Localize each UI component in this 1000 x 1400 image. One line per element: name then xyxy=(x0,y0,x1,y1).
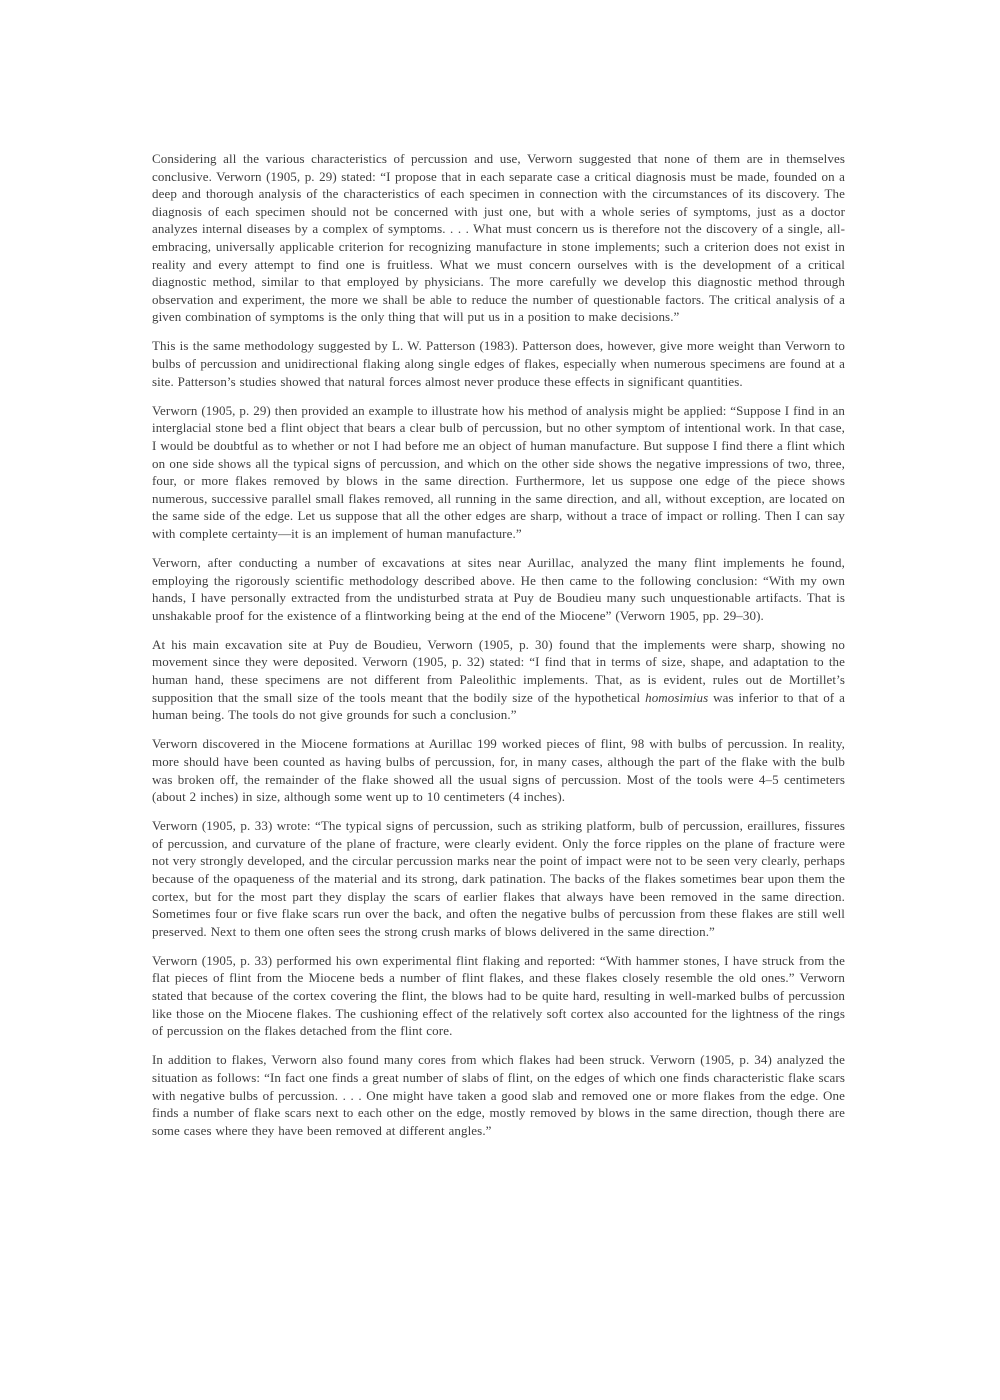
paragraph-2: This is the same methodology suggested by L. W. Patterson (1983). Patterson does, however, give more weight than Verworn to bulbs of percussion and unidirectional flaking along single edges of flakes, especially when numerous specimens are found at a site. Patterson’s studies showed that natural forces almost never produce these effects in significant quantities. xyxy=(152,338,845,389)
paragraph-3: Verworn (1905, p. 29) then provided an example to illustrate how his method of analysis might be applied: “Suppose I find in an interglacial stone bed a flint object that bears a clear bulb of percussion, but no other symptom of intentional work. In that case, I would be doubtful as to whether or not I had before me an object of human manufacture. But suppose I find there a flint which on one side shows all the typical signs of percussion, and which on the other side shows the negative impressions of two, three, four, or more flakes removed by blows in the same direction. Furthermore, let us suppose one edge of the piece shows numerous, successive parallel small flakes removed, all running in the same direction, and all, without exception, are located on the same side of the edge. Let us suppose that all the other edges are sharp, without a trace of impact or rolling. Then I can say with complete certainty—it is an implement of human manufacture.” xyxy=(152,402,845,541)
paragraph-1: Considering all the various characteristics of percussion and use, Verworn suggested that none of them are in themselves conclusive. Verworn (1905, p. 29) stated: “I propose that in each separate case a critical diagnosis must be made, founded on a deep and thorough analysis of the characteristics of each specimen in connection with the circumstances of its discovery. The diagnosis of each specimen should not be concerned with just one, but with a whole series of symptoms, just as a doctor analyzes internal diseases by a complex of symptoms. . . . What must concern us is therefore not the discovery of a single, all-embracing, universally applicable criterion for recognizing manufacture in stone implements; such a criterion does not exist in reality and every attempt to find one is fruitless. What we must concern ourselves with is the development of a critical diagnostic method, similar to that employed by physicians. The more carefully we develop this diagnostic method through observation and experiment, the more we shall be able to reduce the number of questionable factors. The critical analysis of a given combination of symptoms is the only thing that will put us in a position to make decisions.” xyxy=(152,151,845,325)
paragraph-6: Verworn discovered in the Miocene formations at Aurillac 199 worked pieces of flint, 98 with bulbs of percussion. In reality, more should have been counted as having bulbs of percussion, for, in many cases, although the part of the flake with the bulb was broken off, the remainder of the flake showed all the usual signs of percussion. Most of the tools were 4–5 centimeters (about 2 inches) in size, although some went up to 10 centimeters (4 inches). xyxy=(152,736,845,805)
paragraph-5-segment-3: was inferior to that of a human being. The tools do not give grounds for such a conclusion.” xyxy=(152,689,845,723)
paragraph-4: Verworn, after conducting a number of excavations at sites near Aurillac, analyzed the many flint implements he found, employing the rigorously scientific methodology described above. He then came to the following conclusion: “With my own hands, I have personally extracted from the undisturbed strata at Puy de Boudieu many such unquestionable artifacts. That is unshakable proof for the existence of a flintworking being at the end of the Miocene” (Verworn 1905, pp. 29–30). xyxy=(152,554,845,623)
paragraph-9: In addition to flakes, Verworn also found many cores from which flakes had been struck. Verworn (1905, p. 34) analyzed the situation as follows: “In fact one finds a great number of slabs of flint, on the edges of which one finds characteristic flake scars with negative bulbs of percussion. . . . One might have taken a good slab and removed one or more flakes from the edge. One finds a number of flake scars next to each other on the edge, mostly removed by blows in the same direction, though there are some cases where they have been removed at different angles.” xyxy=(152,1052,845,1138)
paragraph-8: Verworn (1905, p. 33) performed his own experimental flint flaking and reported: “With hammer stones, I have struck from the flat pieces of flint from the Miocene beds a number of flint flakes, and these flakes closely resemble the old ones.” Verworn stated that because of the cortex covering the flint, the blows had to be quite hard, resulting in well-marked bulbs of percussion like those on the Miocene flakes. The cushioning effect of the relatively soft cortex also accounted for the lightness of the rings of percussion on the flakes detached from the flint core. xyxy=(152,952,845,1039)
paragraph-7: Verworn (1905, p. 33) wrote: “The typical signs of percussion, such as striking platform, bulb of percussion, eraillures, fissures of percussion, and curvature of the plane of fracture, were clearly evident. Only the force ripples on the plane of fracture were not very strongly developed, and the circular percussion marks near the point of impact were not to be seen very clearly, perhaps because of the opaqueness of the material and its strong, dark patination. The backs of the flakes sometimes bear upon them the cortex, but for the most part they display the scars of earlier flakes that always have been removed in the same direction. Sometimes four or five flake scars run over the back, and often the negative bulbs of percussion from these flakes are still well preserved. Next to them one often sees the strong crush marks of blows delivered in the same direction.” xyxy=(152,818,845,939)
paragraph-5 xyxy=(152,636,845,724)
paragraph-5-segment-1: At his main excavation site at Puy de Boudieu, Verworn (1905, p. 30) found that the implements were sharp, showing no movement since they were deposited. Verworn (1905, p. 32) stated: “I find that in terms of size, shape, and adaptation to the human hand, these specimens are not different from Paleolithic implements. That, as is evident, rules out de Mortillet’s supposition that the small size of the tools meant that the bodily size of the hypothetical xyxy=(152,636,845,705)
italic-term-homosimius: homosimius xyxy=(645,689,709,705)
